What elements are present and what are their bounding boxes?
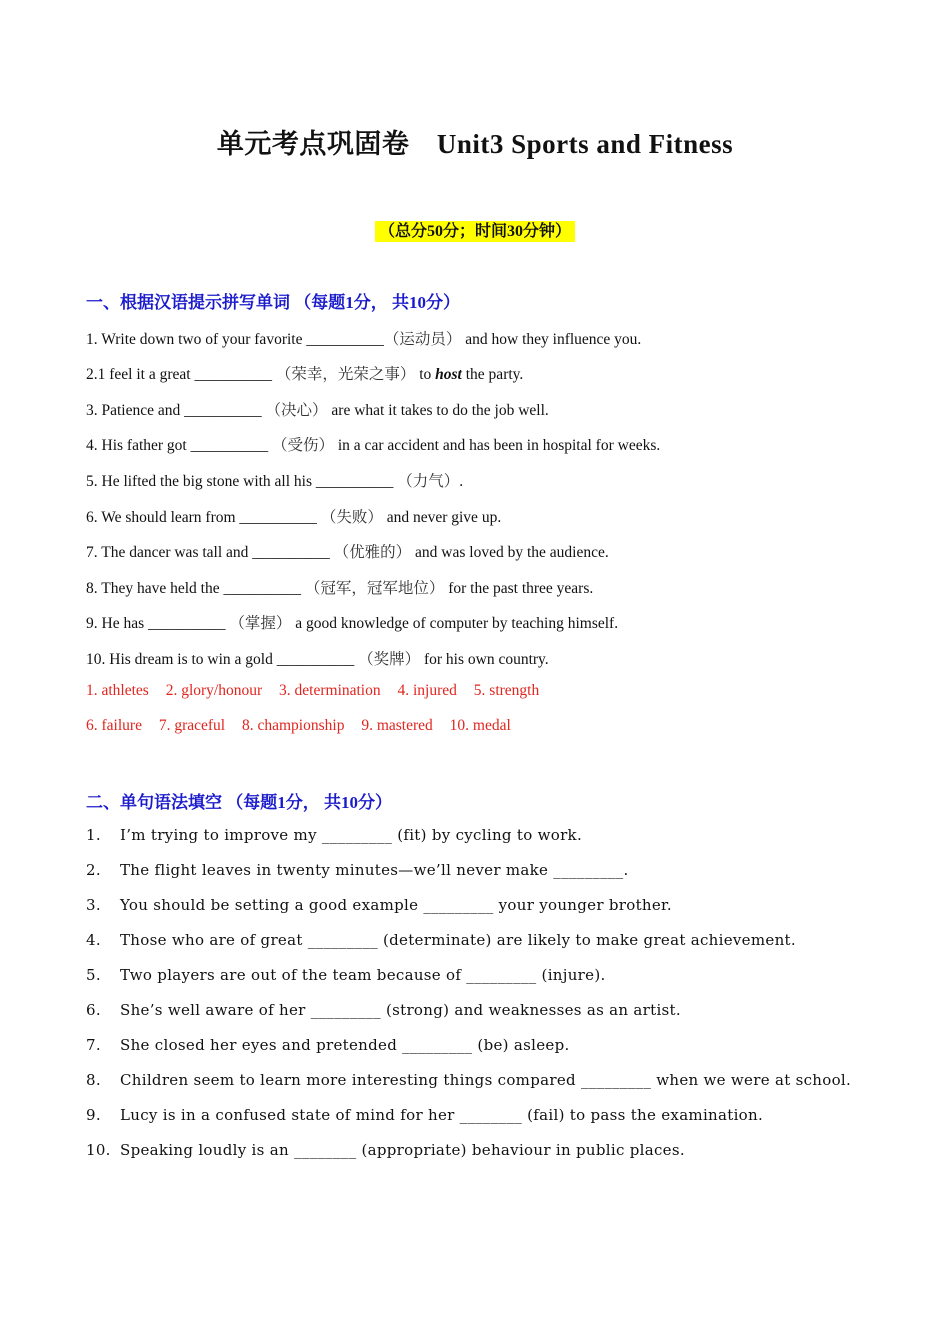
s2-question: 4. Those who are of great _________ (determinate) are likely to make great achievement. [86, 931, 796, 949]
answer: 4. injured [397, 682, 457, 699]
answer: 10. medal [449, 717, 511, 734]
answer: 9. mastered [361, 717, 433, 734]
s2-question: 1. I’m trying to improve my _________ (fit) by cycling to work. [86, 826, 583, 844]
exam-info: （总分50分；时间30分钟） [375, 221, 575, 242]
s1-question: 10. His dream is to win a gold __________ （奖牌） for his own country. [86, 651, 549, 668]
s2-question: 5. Two players are out of the team because of _________ (injure). [86, 966, 606, 984]
answer: 3. determination [279, 682, 381, 699]
section2-heading: 二、单句语法填空 （每题1分， 共10分） [86, 793, 392, 812]
answer: 2. glory/honour [165, 682, 263, 699]
answer-key-row2 [86, 717, 524, 735]
s2-question: 9. Lucy is in a confused state of mind for her ________ (fail) to pass the examination. [86, 1106, 764, 1124]
page-title: 单元考点巩固卷 Unit3 Sports and Fitness [216, 129, 734, 159]
exam-info-wrap [0, 218, 950, 241]
s1-question: 6. We should learn from __________ （失败） and never give up. [86, 509, 502, 526]
s1-question: 8. They have held the __________ （冠军，冠军地位） for the past three years. [86, 580, 594, 597]
s2-question: 10. Speaking loudly is an ________ (appropriate) behaviour in public places. [86, 1141, 685, 1159]
s2-question: 8. Children seem to learn more interesting things compared _________ when we were at school. [86, 1071, 852, 1089]
s2-question: 3. You should be setting a good example _________ your younger brother. [86, 896, 672, 914]
s2-question: 6. She’s well aware of her _________ (strong) and weaknesses as an artist. [86, 1001, 681, 1019]
s1-question: 9. He has __________ （掌握） a good knowledge of computer by teaching himself. [86, 615, 619, 632]
s1-question: 2.1 feel it a great __________ （荣幸，光荣之事） to host the party. [86, 366, 524, 383]
s2-question: 7. She closed her eyes and pretended _________ (be) asleep. [86, 1036, 570, 1054]
answer-key-row1 [86, 682, 552, 700]
s1-question: 7. The dancer was tall and __________ （优雅的） and was loved by the audience. [86, 544, 609, 561]
answer: 8. championship [241, 717, 345, 734]
s1-question: 3. Patience and __________ （决心） are what it takes to do the job well. [86, 402, 549, 419]
answer: 1. athletes [86, 682, 149, 699]
s2-question: 2. The flight leaves in twenty minutes—we’ll never make _________. [86, 861, 629, 879]
answer: 6. failure [86, 717, 142, 734]
section1-heading: 一、根据汉语提示拼写单词 （每题1分， 共10分） [86, 293, 460, 312]
answer: 5. strength [473, 682, 540, 699]
s1-question: 5. He lifted the big stone with all his __________ （力气）. [86, 473, 464, 490]
answer: 7. graceful [158, 717, 226, 734]
s1-question: 4. His father got __________ （受伤） in a car accident and has been in hospital for weeks. [86, 437, 661, 454]
s1-question: 1. Write down two of your favorite __________（运动员） and how they influence you. [86, 331, 642, 348]
